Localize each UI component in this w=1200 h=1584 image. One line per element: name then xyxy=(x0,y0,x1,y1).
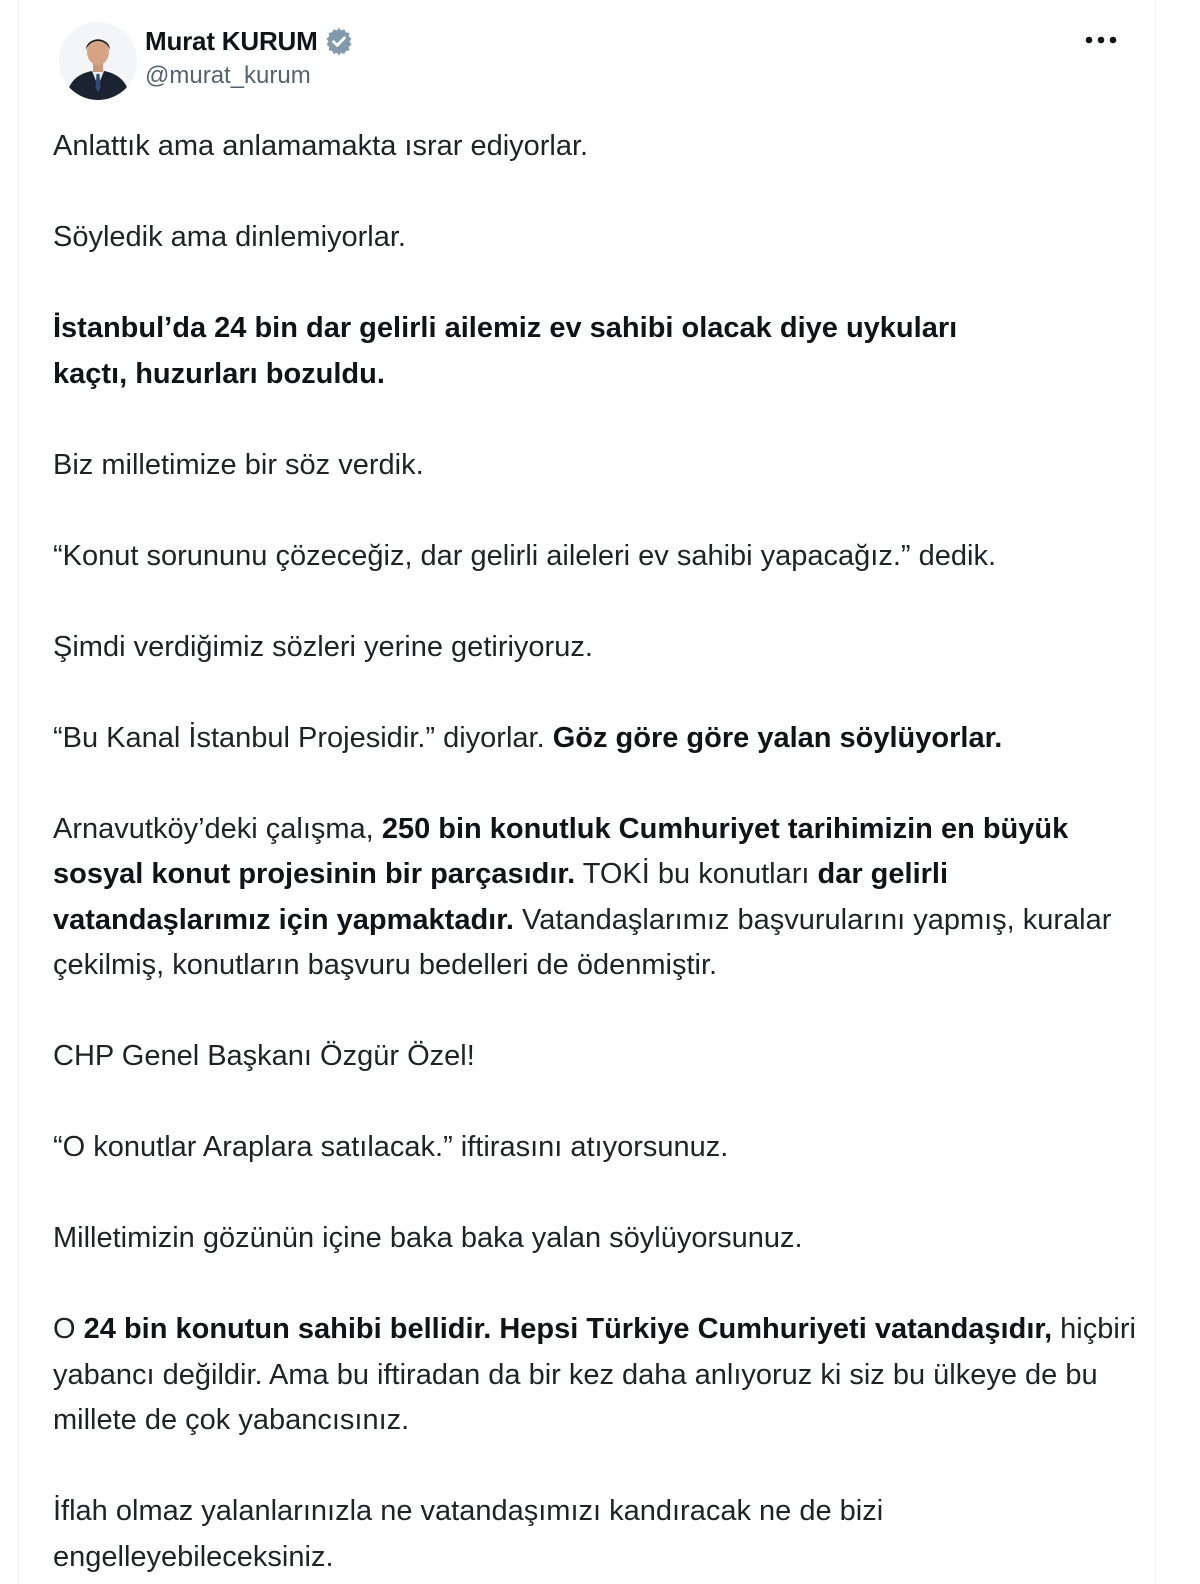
tweet-card xyxy=(18,0,1156,1584)
paragraph xyxy=(53,807,1143,989)
text-run: O xyxy=(53,1313,84,1345)
text-run: TOKİ bu konutları xyxy=(575,858,818,890)
paragraph: “O konutlar Araplara satılacak.” iftirasını atıyorsunuz. xyxy=(53,1131,729,1163)
bold-run: 24 bin konutun sahibi bellidir. Hepsi Türkiye Cumhuriyeti vatandaşıdır, xyxy=(83,1313,1053,1345)
paragraph: Anlattık ama anlamamakta ısrar ediyorlar. xyxy=(53,130,589,162)
verified-badge-icon[interactable] xyxy=(324,26,354,56)
paragraph: Milletimizin gözünün içine baka baka yalan söylüyorsunuz. xyxy=(53,1222,803,1254)
bold-line: İstanbul’da 24 bin dar gelirli ailemiz ev sahibi olacak diye uykuları xyxy=(53,312,958,344)
paragraph: Biz milletimize bir söz verdik. xyxy=(53,448,424,481)
tweet-text xyxy=(53,124,1143,1584)
paragraph: Şimdi verdiğimiz sözleri yerine getiriyoruz. xyxy=(53,630,593,663)
bold-run: 250 bin konutluk Cumhuriyet tarihimizin en büyük sosyal konut projesinin bir parçasıdır. xyxy=(53,812,1069,890)
name-row xyxy=(145,24,354,58)
tweet-header xyxy=(19,0,1155,110)
paragraph-bold xyxy=(53,306,1143,397)
paragraph: Söyledik ama dinlemiyorlar. xyxy=(53,221,406,253)
paragraph xyxy=(53,716,1143,762)
paragraph: İflah olmaz yalanlarınızla ne vatandaşımızı kandıracak ne de bizi engelleyebileceksiniz. xyxy=(53,1495,884,1573)
text-run: Vatandaşlarımız başvurularını yapmış, kuralar çekilmiş, konutların başvuru bedelleri de ödenmiştir. xyxy=(53,903,1112,981)
text-run: Arnavutköy’deki çalışma, xyxy=(53,812,382,845)
bold-run: dar gelirli vatandaşlarımız için yapmaktadır. xyxy=(53,858,949,936)
handle[interactable]: @murat_kurum xyxy=(145,62,311,89)
text-run: hiçbiri yabancı değildir. Ama bu iftiradan da bir kez daha anlıyoruz ki siz bu ülkeye de bu millete de çok yabancısınız. xyxy=(53,1313,1136,1436)
text-run: “Bu Kanal İstanbul Projesidir.” diyorlar. xyxy=(53,721,553,754)
paragraph xyxy=(53,1307,1143,1444)
profile-photo-icon xyxy=(59,22,137,100)
author-info xyxy=(145,24,354,90)
paragraph: CHP Genel Başkanı Özgür Özel! xyxy=(53,1040,475,1072)
more-options-button[interactable] xyxy=(1081,26,1121,54)
paragraph: “Konut sorununu çözeceğiz, dar gelirli aileleri ev sahibi yapacağız.” dedik. xyxy=(53,539,997,572)
bold-line: kaçtı, huzurları bozuldu. xyxy=(53,357,385,390)
more-horizontal-icon xyxy=(1084,35,1118,45)
bold-run: Göz göre göre yalan söylüyorlar. xyxy=(552,721,1003,754)
display-name[interactable]: Murat KURUM xyxy=(145,25,318,56)
avatar[interactable] xyxy=(59,22,137,100)
